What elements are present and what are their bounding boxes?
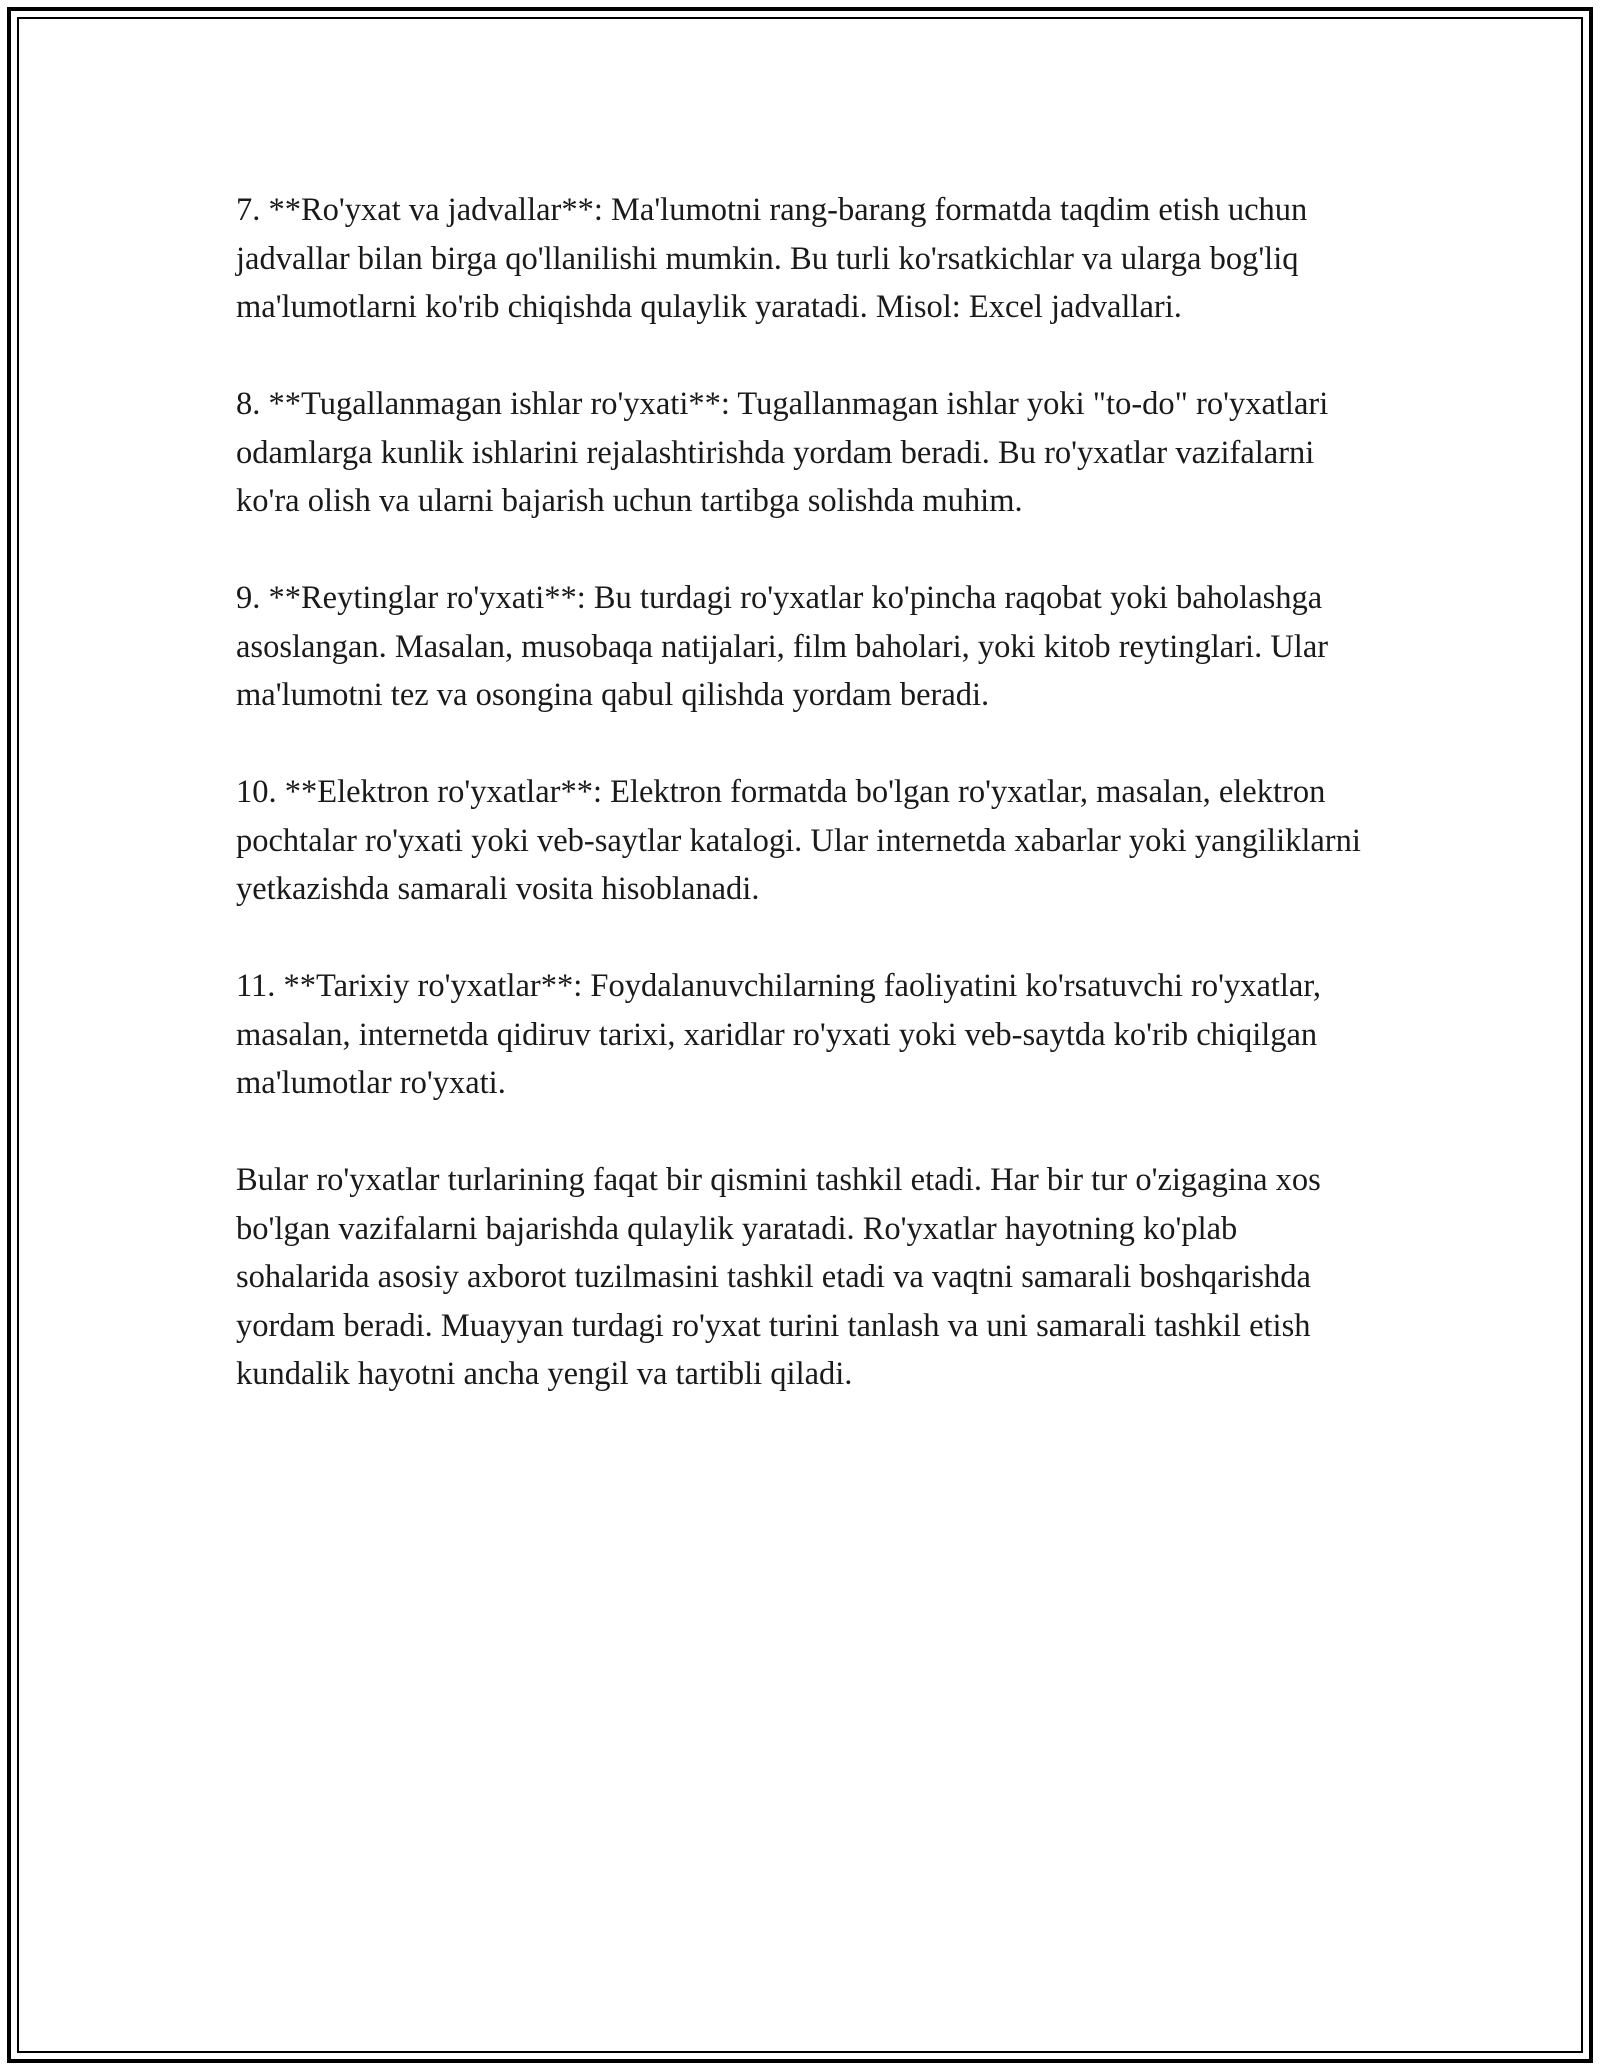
paragraph-item-7: 7. **Ro'yxat va jadvallar**: Ma'lumotni rang-barang formatda taqdim etish uchun jadvallar bilan birga qo'llanilishi mumkin. Bu turli ko'rsatkichlar va ularga bog'liq ma'lumotlarni ko'rib chiqishda qulaylik yaratadi. Misol: Excel jadvallari.: [236, 192, 1308, 325]
paragraph-conclusion: Bular ro'yxatlar turlarining faqat bir qismini tashkil etadi. Har bir tur o'zigagina xos bo'lgan vazifalarni bajarishda qulaylik yaratadi. Ro'yxatlar hayotning ko'plab sohalarida asosiy axborot tuzilmasini tashkil etadi va vaqtni samarali boshqarishda yordam beradi. Muayyan turdagi ro'yxat turini tanlash va uni samarali tashkil etish kundalik hayotni ancha yengil va tartibli qiladi.: [236, 1162, 1321, 1392]
document-body: [236, 186, 1376, 1399]
paragraph-item-10: 10. **Elektron ro'yxatlar**: Elektron formatda bo'lgan ro'yxatlar, masalan, elektron pochtalar ro'yxati yoki veb-saytlar katalogi. Ular internetda xabarlar yoki yangiliklarni yetkazishda samarali vosita hisoblanadi.: [236, 774, 1361, 907]
paragraph-item-8: 8. **Tugallanmagan ishlar ro'yxati**: Tugallanmagan ishlar yoki "to-do" ro'yxatlari odamlarga kunlik ishlarini rejalashtirishda yordam beradi. Bu ro'yxatlar vazifalarni ko'ra olish va ularni bajarish uchun tartibga solishda muhim.: [236, 386, 1329, 519]
paragraph-item-9: 9. **Reytinglar ro'yxati**: Bu turdagi ro'yxatlar ko'pincha raqobat yoki baholashga asoslangan. Masalan, musobaqa natijalari, film baholari, yoki kitob reytinglari. Ular ma'lumotni tez va osongina qabul qilishda yordam beradi.: [236, 580, 1329, 713]
paragraph-item-11: 11. **Tarixiy ro'yxatlar**: Foydalanuvchilarning faoliyatini ko'rsatuvchi ro'yxatlar, masalan, internetda qidiruv tarixi, xaridlar ro'yxati yoki veb-saytda ko'rib chiqilgan ma'lumotlar ro'yxati.: [236, 968, 1322, 1101]
